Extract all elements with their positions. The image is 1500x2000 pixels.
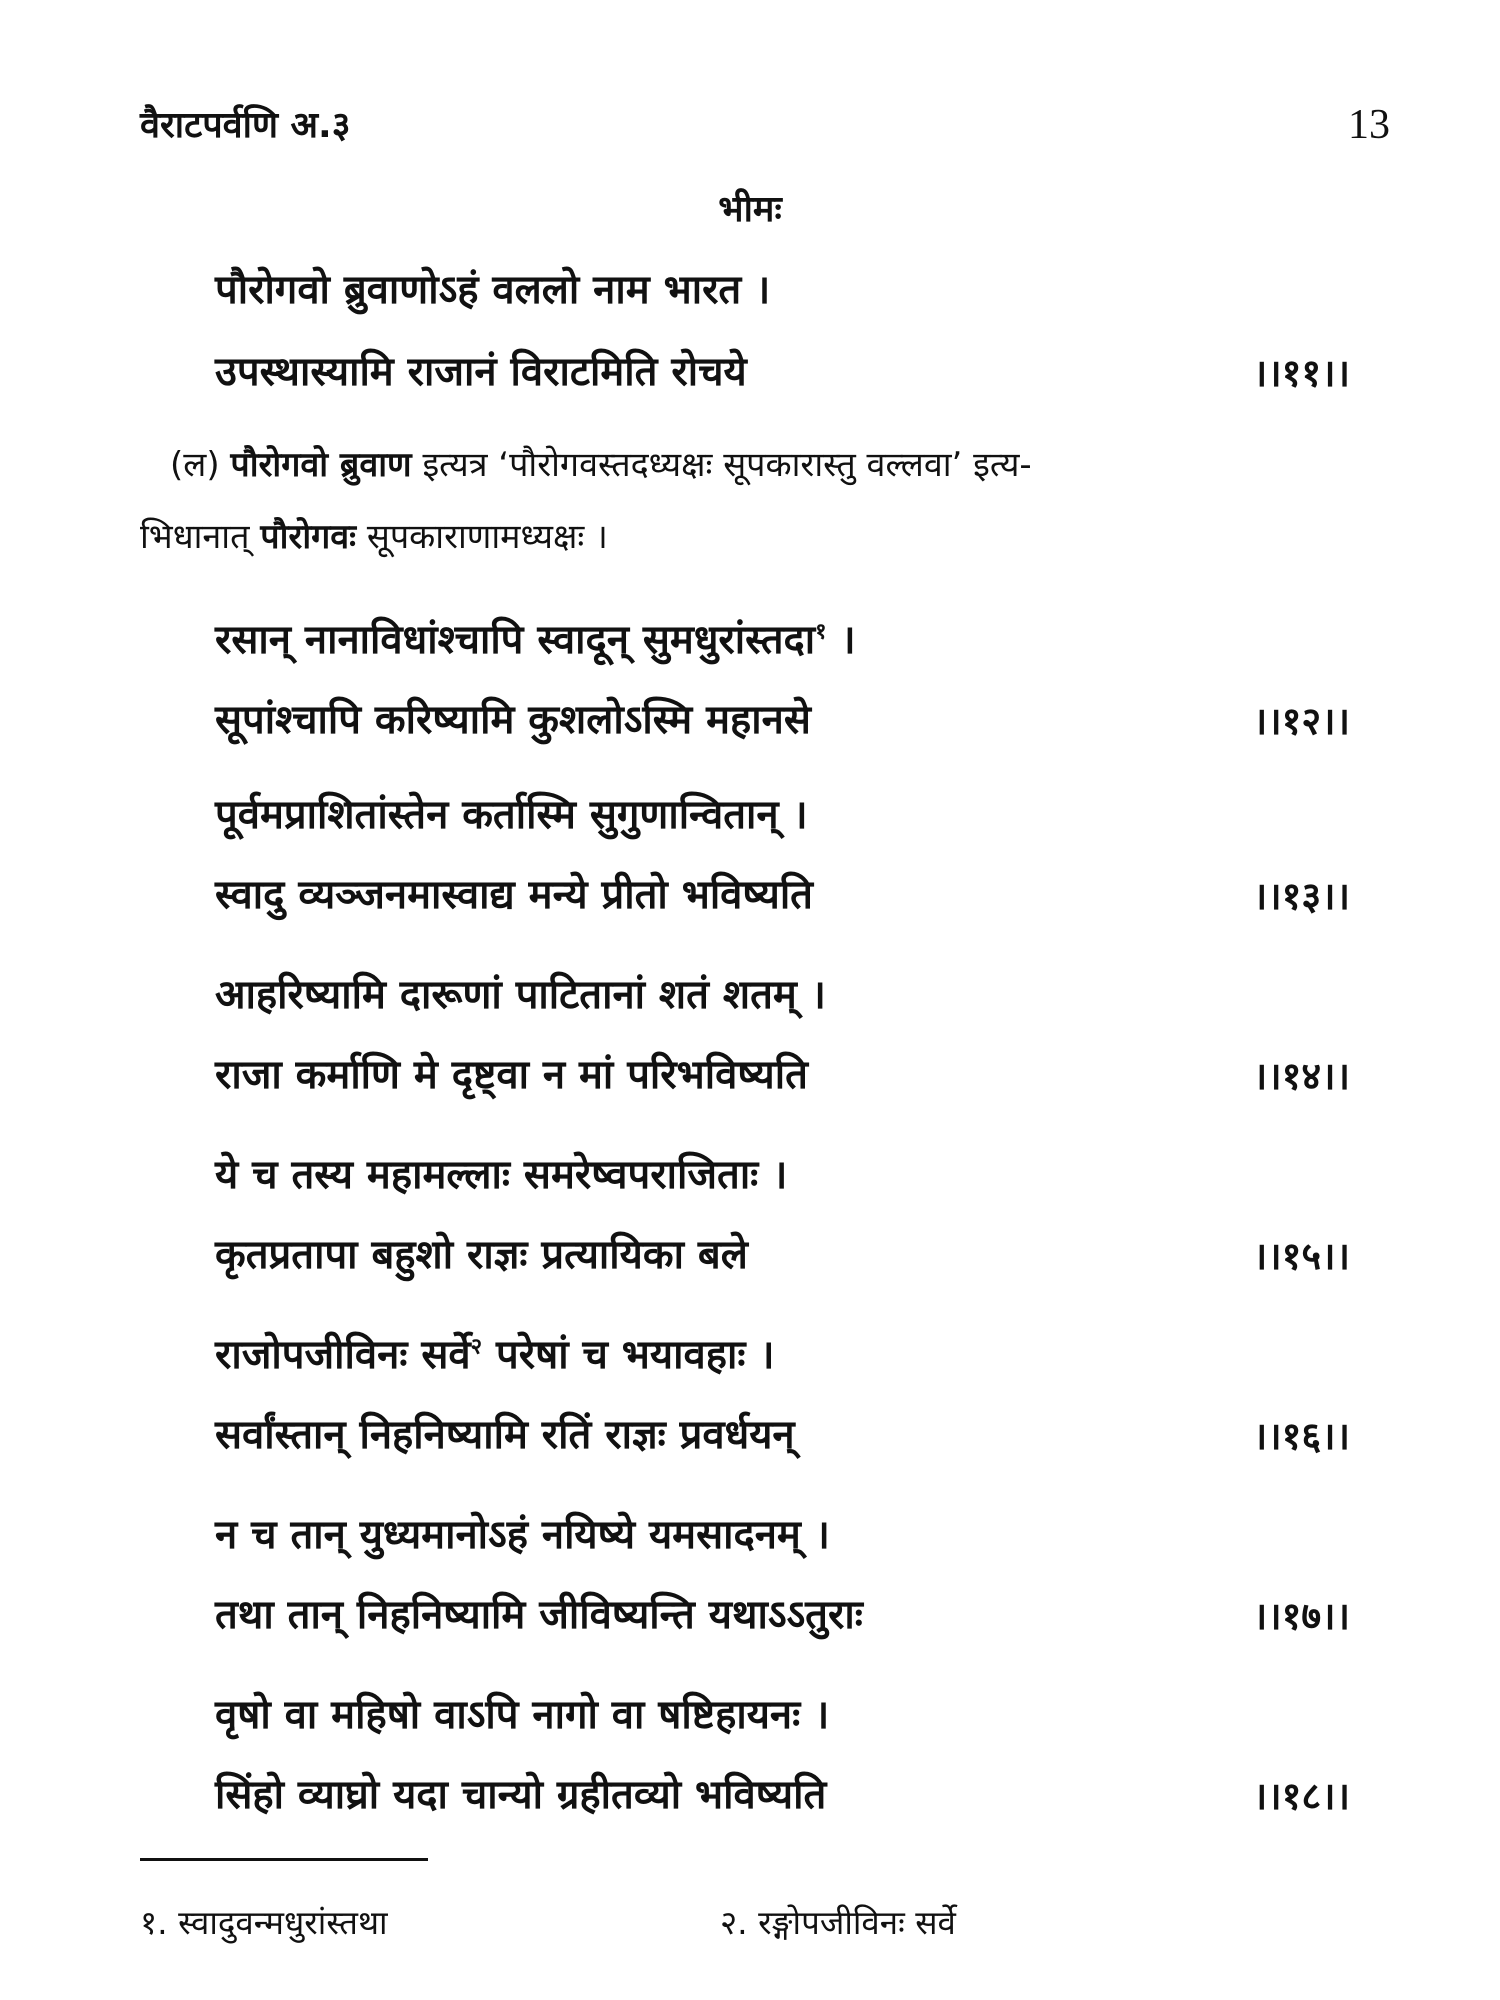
verse-line: आहरिष्यामि दारूणां पाटितानां शतं शतम् ।	[215, 972, 826, 1018]
commentary-term: पौरोगवो ब्रुवाण	[230, 445, 412, 485]
commentary-line	[140, 517, 1380, 557]
verse-line: ये च तस्य महामल्लाः समरेष्वपराजिताः ।	[215, 1152, 788, 1198]
verse-text: ।	[826, 617, 856, 663]
footnote-2	[720, 1903, 956, 1942]
commentary-marker: (ल)	[170, 445, 220, 485]
commentary-term: पौरोगवः	[260, 517, 357, 557]
verse-text: रसान् नानाविधांश्चापि स्वादून् सुमधुरांस्तदा	[215, 617, 816, 663]
verse-line: उपस्थास्यामि राजानं विराटमिति रोचये	[215, 349, 747, 395]
page-number: 13	[1348, 102, 1390, 148]
footnote-text: स्वादुवन्मधुरांस्तथा	[178, 1903, 388, 1942]
verse-number: ।।१३।।	[1252, 874, 1350, 918]
verse-number: ।।१७।।	[1252, 1594, 1350, 1638]
footnote-1	[140, 1903, 388, 1942]
verse-line: राजा कर्माणि मे दृष्ट्वा न मां परिभविष्यति	[215, 1052, 808, 1098]
footnote-mark: १	[815, 619, 827, 645]
verse-line	[215, 1332, 775, 1378]
verse-line: स्वादु व्यञ्जनमास्वाद्य मन्ये प्रीतो भविष्यति	[215, 872, 813, 918]
verse-line: वृषो वा महिषो वाऽपि नागो वा षष्टिहायनः ।	[215, 1692, 830, 1738]
verse-line: कृतप्रतापा बहुशो राज्ञः प्रत्यायिका बले	[215, 1232, 748, 1278]
speaker-heading: भीमः	[718, 189, 782, 230]
commentary-line	[170, 445, 1410, 485]
commentary-text: इत्यत्र ‘पौरोगवस्तदध्यक्षः सूपकारास्तु वल्लवा’ इत्य-	[411, 445, 1032, 485]
verse-line: सूपांश्चापि करिष्यामि कुशलोऽस्मि महानसे	[215, 697, 811, 743]
verse-number: ।।१५।।	[1252, 1234, 1350, 1278]
verse-line: न च तान् युध्यमानोऽहं नयिष्ये यमसादनम् ।	[215, 1512, 830, 1558]
footnote-text: रङ्गोपजीविनः सर्वे	[758, 1903, 956, 1942]
verse-number: ।।१६।।	[1252, 1414, 1350, 1458]
footnote-mark: २	[470, 1334, 483, 1360]
verse-line: सर्वांस्तान् निहनिष्यामि रतिं राज्ञः प्रवर्धयन्	[215, 1412, 795, 1458]
commentary-text: सूपकाराणामध्यक्षः ।	[356, 517, 608, 557]
footnote-rule	[140, 1858, 428, 1861]
verse-line: पूर्वमप्राशितांस्तेन कर्तास्मि सुगुणान्वितान् ।	[215, 792, 808, 838]
commentary-text: भिधानात्	[140, 517, 261, 557]
verse-number: ।।११।।	[1252, 351, 1350, 395]
verse-line: पौरोगवो ब्रुवाणोऽहं वललो नाम भारत ।	[215, 267, 771, 313]
verse-text: राजोपजीविनः सर्वे	[215, 1332, 471, 1378]
verse-line: तथा तान् निहनिष्यामि जीविष्यन्ति यथाऽऽतुराः	[215, 1592, 863, 1638]
footnote-label: २.	[720, 1903, 748, 1942]
verse-text: परेषां च भयावहाः ।	[482, 1332, 775, 1378]
running-head: वैराटपर्वणि अ.३	[140, 105, 351, 146]
verse-number: ।।१४।।	[1252, 1054, 1350, 1098]
verse-number: ।।१२।।	[1252, 699, 1350, 743]
footnote-label: १.	[140, 1903, 168, 1942]
verse-line	[215, 617, 856, 663]
verse-number: ।।१८।।	[1252, 1774, 1350, 1818]
verse-line: सिंहो व्याघ्रो यदा चान्यो ग्रहीतव्यो भविष्यति	[215, 1772, 827, 1818]
